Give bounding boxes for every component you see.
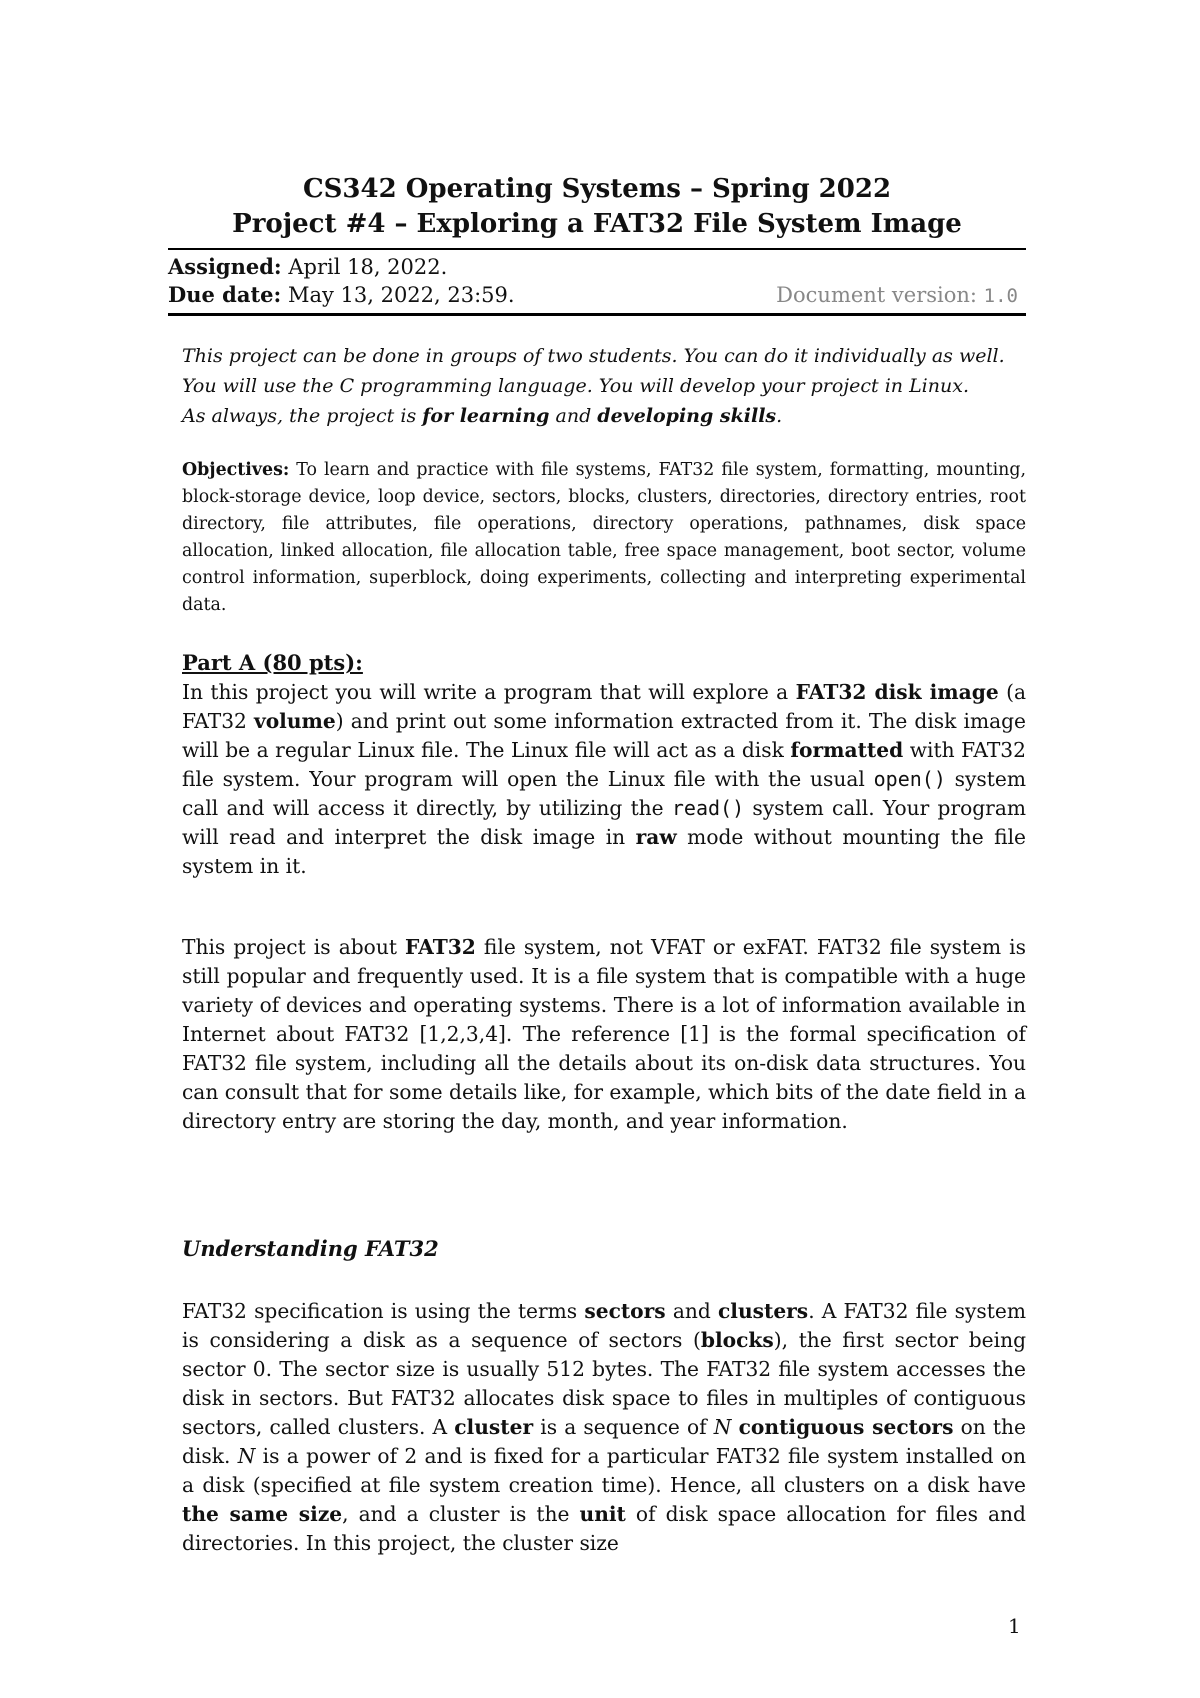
text-span: This project is about (182, 935, 406, 959)
due-date: May 13, 2022, 23:59. (287, 283, 515, 307)
italic-span: N (713, 1415, 732, 1439)
bold-span: volume (253, 709, 336, 733)
bold-span: unit (579, 1502, 626, 1526)
document-version (776, 281, 1018, 310)
due-label: Due date: (168, 282, 282, 307)
assigned-row (168, 253, 1026, 281)
objectives-text: To learn and practice with file systems, FAT32 file system, formatting, mounting, block-storage device, loop device, sectors, blocks, clusters, directories, directory entries, root directory, file attributes, file operations, directory operations, pathnames, disk space allocation, linked allocation, file allocation table, free space management, boot sector, volume control information, superblock, doing experiments, collecting and interpreting experimental data. (182, 460, 1026, 615)
bold-span: blocks (700, 1328, 774, 1352)
text-span: (a FAT32 (182, 680, 1026, 733)
bold-span: the same size (182, 1502, 343, 1526)
title-block (168, 172, 1026, 242)
bold-span: FAT32 (405, 935, 476, 959)
page-number: 1 (1008, 1614, 1021, 1638)
intro-line-1: This project can be done in groups of two students. You can do it individually as well. (182, 345, 1005, 367)
objectives-label: Objectives: (182, 460, 290, 480)
code-open: open() (873, 767, 946, 791)
paragraph-sectors-clusters (182, 1297, 1026, 1558)
assigned-date: April 18, 2022. (288, 255, 448, 279)
part-a-heading: Part A (80 pts): (182, 650, 363, 675)
text-span: , and a cluster is the (342, 1502, 580, 1526)
text-span: FAT32 specification is using the terms (182, 1299, 585, 1323)
intro-line-3-suffix: . (776, 405, 783, 427)
assignment-info-box (168, 248, 1026, 316)
text-span: mode without mounting the file system in it. (182, 825, 1027, 878)
bold-span: contiguous sectors (738, 1415, 954, 1439)
text-span: on the disk. (182, 1415, 1026, 1468)
intro-bold-skills: developing skills (597, 405, 777, 427)
paragraph-project-description (182, 678, 1026, 881)
text-span: system call and will access it directly, by utilizing the (182, 767, 1026, 820)
text-span: with FAT32 file system. Your program will open the Linux file with the usual (182, 738, 1026, 791)
text-span: is a power of 2 and is fixed for a particular FAT32 file system installed on a disk (specified at file system creation time). Hence, all clusters on a disk have (182, 1444, 1026, 1497)
objectives-paragraph (182, 457, 1026, 619)
text-span: ) and print out some information extracted from it. The disk image will be a regular Linux file. The Linux file will act as a disk (182, 709, 1026, 762)
text-span: is a sequence of (533, 1415, 714, 1439)
text-span: file system, not VFAT or exFAT. FAT32 file system is still popular and frequently used. It is a file system that is compatible with a huge variety of devices and operating systems. There is a lot of information available in Internet about FAT32 [1,2,3,4]. The reference [1] is the formal specification of FAT32 file system, including all the details about its on-disk data structures. You can consult that for some details like, for example, which bits of the date field in a directory entry are storing the day, month, and year information. (182, 935, 1026, 1133)
italic-span: N (237, 1444, 256, 1468)
section-heading-understanding-fat32: Understanding FAT32 (182, 1236, 439, 1261)
text-span: and (665, 1299, 718, 1323)
bold-span: formatted (790, 738, 904, 762)
code-read: read() (671, 796, 745, 820)
bold-span: clusters (718, 1299, 809, 1323)
intro-line-2: You will use the C programming language. You will develop your project in Linux. (182, 375, 969, 397)
version-number: 1.0 (983, 285, 1018, 307)
assigned-label: Assigned: (168, 254, 282, 279)
paragraph-fat32-about (182, 933, 1026, 1136)
bold-span: sectors (584, 1299, 666, 1323)
intro-line-3-mid: and (549, 405, 598, 427)
text-span: In this project you will write a program that will explore a (182, 680, 796, 704)
bold-span: raw (635, 825, 677, 849)
text-span: system call. Your program will read and interpret the disk image in (182, 796, 1026, 849)
text-span: of disk space allocation for files and directories. In this project, the cluster size (182, 1502, 1026, 1555)
bold-span: cluster (454, 1415, 534, 1439)
text-span: . A FAT32 file system is considering a disk as a sequence of sectors ( (182, 1299, 1026, 1352)
intro-line-3-prefix: As always, the project is (182, 405, 423, 427)
text-span: ), the first sector being sector 0. The sector size is usually 512 bytes. The FAT32 file system accesses the disk in sectors. But FAT32 allocates disk space to files in multiples of contiguous sectors, called clusters. A (182, 1328, 1026, 1439)
due-row (168, 281, 1026, 309)
course-title: CS342 Operating Systems – Spring 2022 (302, 174, 892, 204)
intro-bold-learning: for learning (422, 405, 550, 427)
intro-paragraph (182, 341, 1026, 431)
project-title: Project #4 – Exploring a FAT32 File System Image (232, 209, 962, 239)
bold-span: FAT32 disk image (795, 680, 999, 704)
version-label: Document version: (776, 283, 977, 307)
